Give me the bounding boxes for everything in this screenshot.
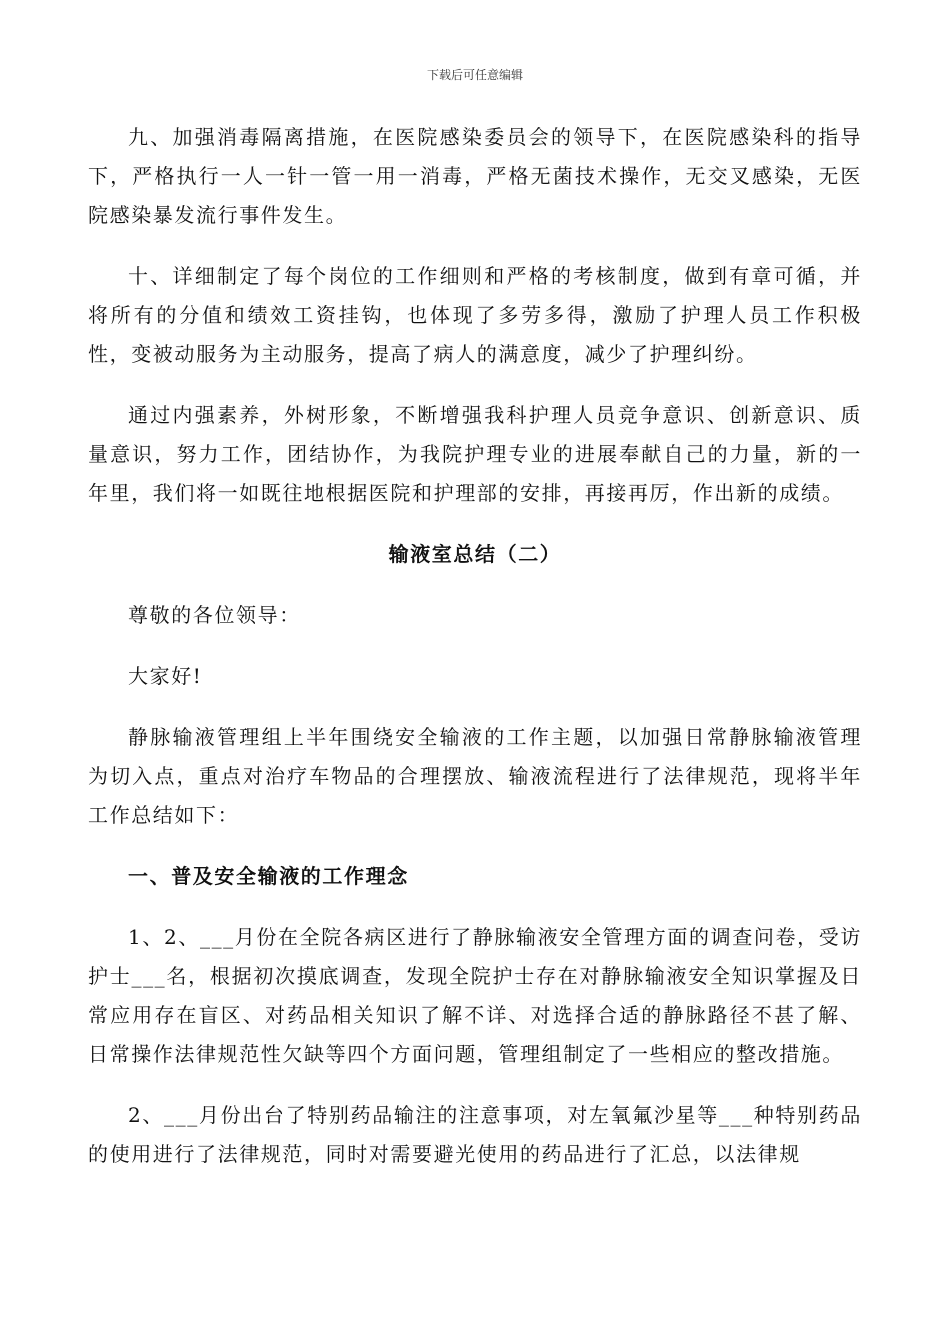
paragraph-item-1: 1、2、___月份在全院各病区进行了静脉输液安全管理方面的调查问卷，受访护士___名，根据初次摸底调查，发现全院护士存在对静脉输液安全知识掌握及日常应用存在盲区、对药品相关知识了解不详、对选择合适的静脉路径不甚了解、日常操作法律规范性欠缺等四个方面问题，管理组制定了一些相应的整改措施。 (88, 925, 862, 1066)
paragraph-ten: 十、详细制定了每个岗位的工作细则和严格的考核制度，做到有章可循，并将所有的分值和绩效工资挂钩，也体现了多劳多得，激励了护理人员工作积极性，变被动服务为主动服务，提高了病人的满意度，减少了护理纠纷。 (88, 264, 862, 366)
heading-one: 一、普及安全输液的工作理念 (128, 864, 409, 888)
document-body (88, 118, 862, 1196)
paragraph-item-2: 2、___月份出台了特别药品输注的注意事项，对左氧氟沙星等___种特别药品的使用进行了法律规范，同时对需要避光使用的药品进行了汇总，以法律规 (88, 1103, 862, 1166)
section-title: 输液室总结（二） (388, 542, 562, 566)
intro-paragraph: 静脉输液管理组上半年围绕安全输液的工作主题，以加强日常静脉输液管理为切入点，重点对治疗车物品的合理摆放、输液流程进行了法律规范，现将半年工作总结如下： (88, 725, 862, 827)
greeting-leaders: 尊敬的各位领导： (128, 603, 301, 627)
paragraph-nine: 九、加强消毒隔离措施，在医院感染委员会的领导下，在医院感染科的指导下，严格执行一人一针一管一用一消毒，严格无菌技术操作，无交叉感染，无医院感染暴发流行事件发生。 (88, 125, 862, 227)
page-header: 下载后可任意编辑 (426, 68, 523, 82)
paragraph-closing: 通过内强素养，外树形象，不断增强我科护理人员竞争意识、创新意识、质量意识，努力工作，团结协作，为我院护理专业的进展奉献自己的力量，新的一年里，我们将一如既往地根据医院和护理部的安排，再接再厉，作出新的成绩。 (88, 403, 862, 505)
greeting-hello: 大家好! (128, 664, 203, 688)
